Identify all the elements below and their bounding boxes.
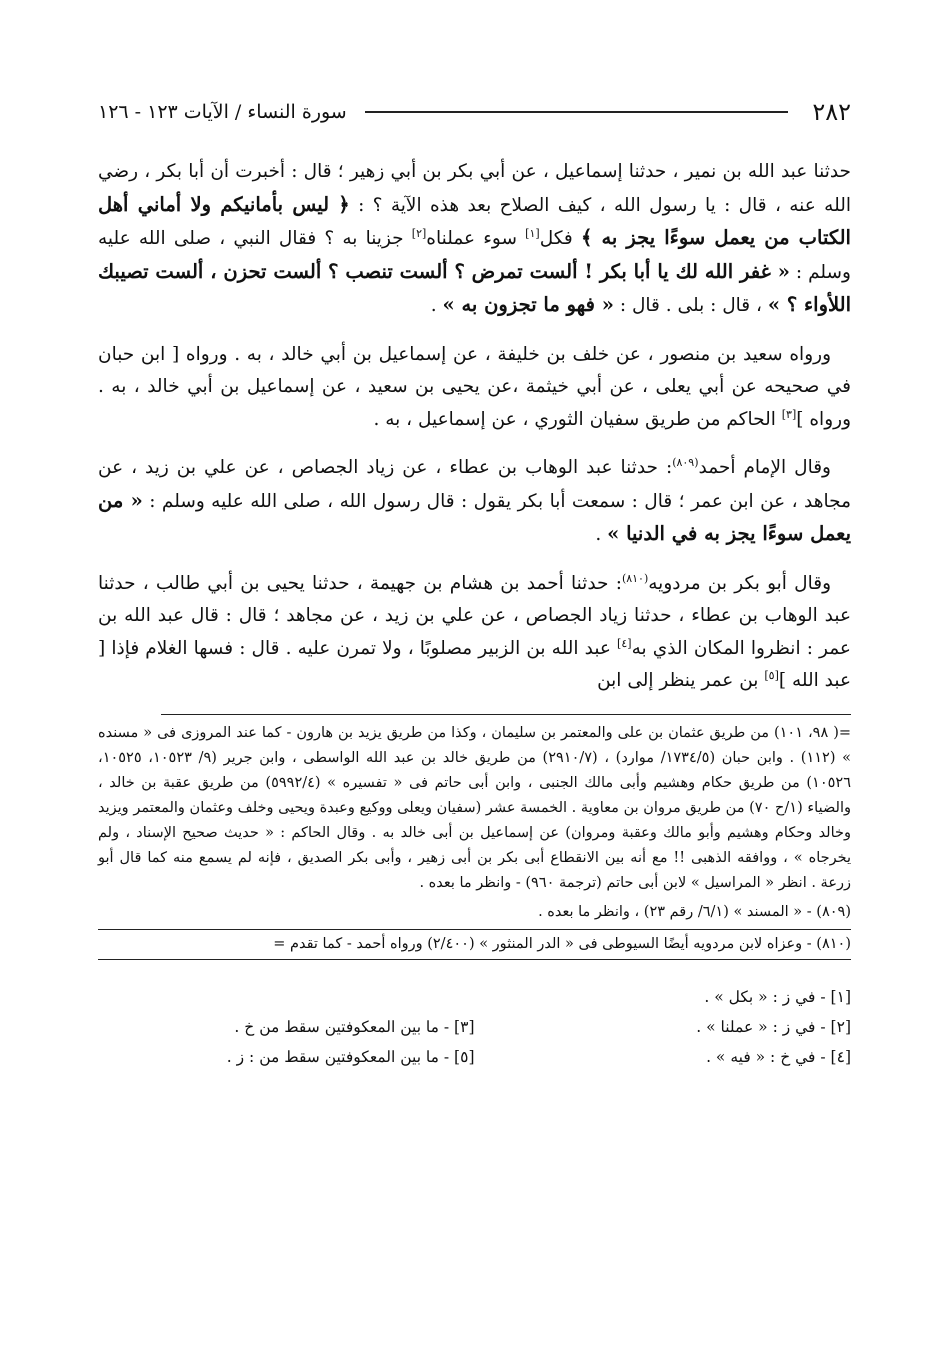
variant-note-5: [٥] - ما بين المعكوفتين سقط من : ز . [226, 1047, 475, 1066]
text-span: : حدثنا عبد الوهاب بن عطاء ، عن زياد الجصاص ، عن علي بن زيد ، عن مجاهد ، عن ابن عمر ؛ قال : سمعت أبا بكر يقول : قال رسول الله ، صلى الله عليه وسلم : [98, 457, 851, 512]
text-span: فكل [539, 228, 573, 249]
hadith-quote: « غفر الله لك يا أبا بكر ! ألست تمرض ؟ ألست تنصب ؟ ألست تحزن ، ألست تصيبك اللأواء ؟ » [98, 259, 851, 316]
text-span: ، قال : بلى . قال : [619, 295, 762, 316]
quran-quote: ﴿ ليس بأمانيكم ولا أماني أهل الكتاب من يعمل سوءًا يجز به ﴾ [98, 192, 851, 249]
header-rule [365, 111, 789, 113]
paragraph-3 [98, 452, 851, 552]
text-span: حدثنا عبد الله بن نمير ، حدثنا إسماعيل ، عن أبي بكر بن أبي زهير ؛ قال : أخبرت أن أبا بكر ، رضي الله عنه ، قال : يا رسول الله ، كيف الصلاح بعد هذه الآية ؟ : [98, 161, 851, 216]
text-span: وقال أبو بكر بن مردويه [648, 572, 832, 594]
hadith-quote: « فهو ما تجزون به » [442, 293, 614, 316]
text-span: عبد الله بن الزبير مصلوبًا ، ولا تمرن عليه . قال : فسها الغلام فإذا [ عبد الله ] [98, 637, 851, 691]
variant-marker: [١] [525, 226, 540, 240]
page-header [98, 92, 851, 132]
text-span: بن عمر ينظر إلى ابن [597, 670, 759, 691]
footnote-separator [161, 714, 851, 715]
variant-marker: [٢] [411, 226, 427, 240]
text-span: سوء عملناه [426, 228, 517, 249]
manuscript-variants [98, 982, 851, 1072]
text-span: الحاكم من طريق سفيان الثوري ، عن إسماعيل ، به . [373, 408, 776, 430]
text-span: . [595, 524, 602, 545]
running-title: سورة النساء / الآيات ١٢٣ - ١٢٦ [98, 101, 347, 123]
footnote-809: (٨٠٩) - « المسند » (٦/١/ رقم ٢٣) ، وانظر ما بعده . [538, 903, 851, 920]
variant-marker: [٤] [617, 636, 632, 650]
text-span: ورواه سعيد بن منصور ، عن خلف بن خليفة ، عن إسماعيل بن أبي خالد ، به . ورواه [ ابن حبان في صحيحه عن أبي يعلى ، عن أبي خيثمة ،عن يحيى بن سعيد ، عن إسماعيل بن أبي خالد ، به . ورواه ] [98, 343, 851, 430]
variant-note-1: [١] - في ز : « بكل » . [704, 987, 851, 1006]
text-span: وقال الإمام أحمد [698, 457, 831, 478]
variant-note-2: [٢] - في ز : « عملنا » . [696, 1017, 851, 1036]
footnote-marker: (٨١٠) [621, 571, 649, 585]
paragraph-1 [98, 156, 851, 323]
main-text [98, 156, 851, 698]
footnote-continued: =( ٩٨، ١٠١) من طريق عثمان بن على والمعتمر بن سليمان ، وكذا من طريق يزيد بن هارون - كما عند المروزى فى « مسنده » (١١٢) . وابن حبان (١٧٣٤/٥/ موارد) ، (٢٩١٠/٧) من طريق خالد بن عبد الله الواسطى ، وابن جرير (٩/ ١٠٥٢٣، ١٠٥٢٥، ١٠٥٢٦) من طريق حكام وهشيم وأبى مالك الجنبى ، وابن أبى حاتم فى « تفسيره » (٥٩٩٢/٤) من طريق عقبة بن خالد ، والضياء (١/ح ٧٠) من طريق مروان بن معاوية . الخمسة عشر (سفيان ويعلى ووكيع وعبدة ويحيى وخلف وعثمان والمعتمر ويزيد وخالد وحكام وهشيم وأبو مالك وعقبة ومروان) عن إسماعيل بن أبى خالد به . وقال الحاكم : « حديث صحيح الإسناد ، ولم يخرجاه » ، ووافقه الذهبى !! مع أنه بين الانقطاع أبى بكر بن أبى زهير ، وأبى بكر الصديق ، فإنه لم يسمع منه كما قال أبو زرعة . انظر « المراسيل » لابن أبى حاتم (ترجمة ٩٦٠) - وانظر ما بعده . [98, 724, 852, 891]
footnote-marker: (٨٠٩) [672, 455, 699, 469]
text-span: : حدثنا أحمد بن هشام بن جهيمة ، حدثنا يحيى بن أبي طالب ، حدثنا عبد الوهاب بن عطاء ، حدثنا زياد الجصاص ، عن علي بن زيد ، عن مجاهد ؛ قال : قال عبد الله بن عمر : انظروا المكان الذي به [98, 572, 851, 659]
variant-note-empty [98, 982, 475, 1012]
paragraph-2 [98, 339, 851, 437]
variant-marker: [٣] [781, 407, 797, 421]
variant-marker: [٥] [764, 668, 779, 682]
footnotes-section [98, 721, 851, 960]
footnote-810: (٨١٠) - وعزاه لابن مردويه أيضًا السيوطى فى « الدر المنثور » (٢/٤٠٠) ورواه أحمد - كما تقدم = [98, 929, 851, 960]
hadith-quote: « من يعمل سوءًا يجز به في الدنيا » [98, 488, 851, 545]
paragraph-4 [98, 568, 851, 698]
variant-note-3: [٣] - ما بين المعكوفتين سقط من خ . [234, 1017, 475, 1036]
text-span: . [430, 295, 437, 316]
page-number: ٢٨٢ [812, 98, 851, 126]
text-span: جزينا به ؟ فقال النبي ، صلى الله عليه وسلم : [98, 228, 851, 283]
variant-note-4: [٤] - في خ : « فيه » . [706, 1047, 851, 1066]
